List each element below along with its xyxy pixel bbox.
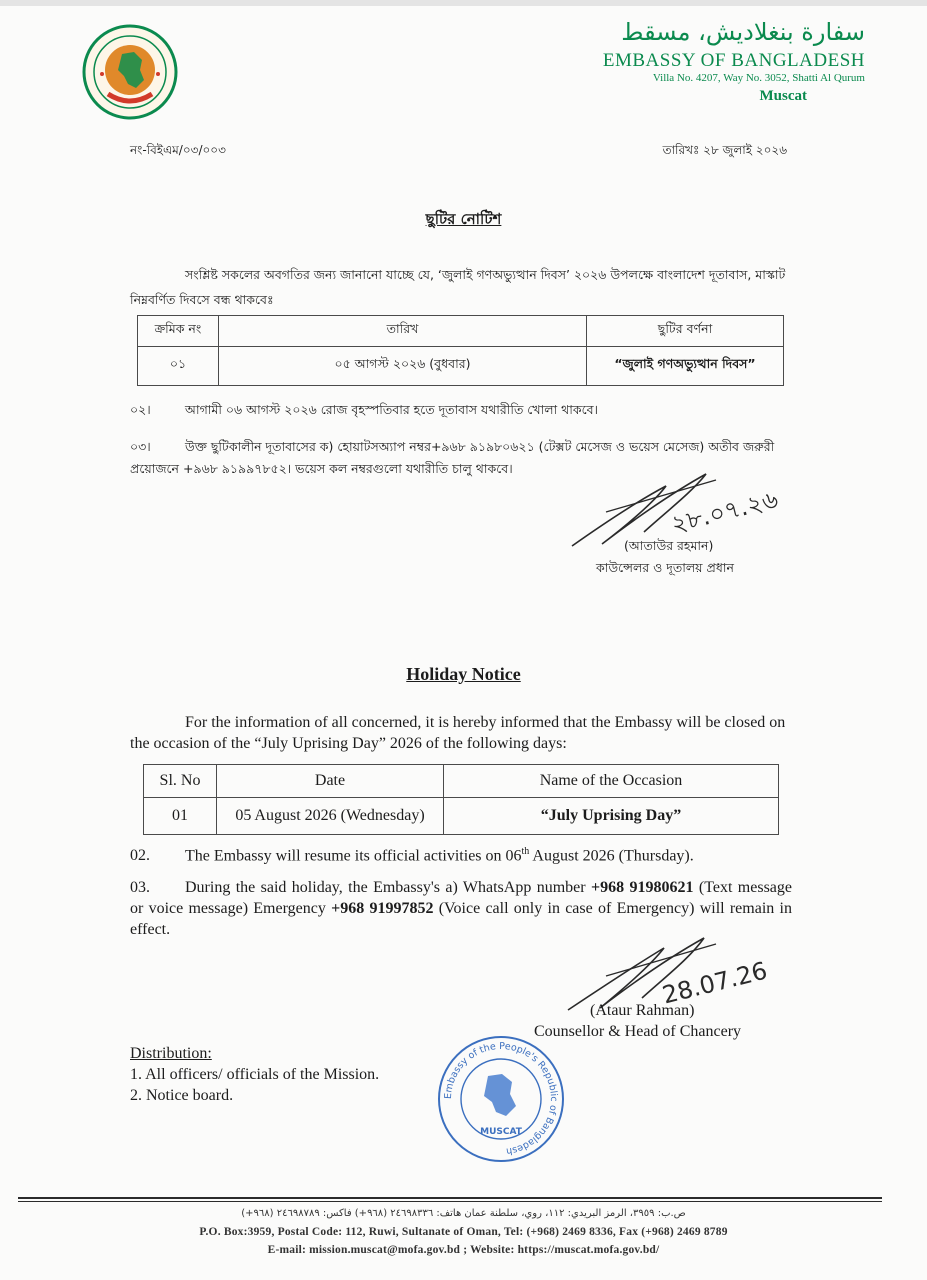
paragraph-text: উক্ত ছুটিকালীন দূতাবাসের ক) হোয়াটসঅ্যাপ নম্বর+৯৬৮ ৯১৯৮০৬২১ (টেক্সট মেসেজ ও ভয়েস মেসেজ) অতীব জরুরী প্রয়োজনে +৯৬৮ ৯১৯৯৭৮৫২। ভয়েস কল নম্বরগুলো যথারীতি চালু থাকবে। bbox=[130, 439, 775, 476]
embassy-city: Muscat bbox=[759, 88, 807, 104]
table-cell: 01 bbox=[144, 798, 217, 835]
emergency-number: +968 91997852 bbox=[331, 900, 434, 917]
paragraph-text: আগামী ০৬ আগস্ট ২০২৬ রোজ বৃহস্পতিবার হতে দূতাবাস যথারীতি খোলা থাকবে। bbox=[185, 402, 599, 417]
bengali-signatory-title: কাউন্সেলর ও দূতালয় প্রধান bbox=[596, 560, 734, 575]
reference-number: নং-বিইএম/০৩/০০৩ bbox=[130, 143, 226, 157]
table-header: ছুটির বর্ণনা bbox=[587, 316, 784, 347]
bengali-paragraph-2 bbox=[130, 402, 790, 422]
signature-date: ২৮.০৭.২৬ bbox=[668, 485, 781, 539]
distribution-item: 1. All officers/ officials of the Mission. bbox=[130, 1066, 380, 1083]
table-cell: ০১ bbox=[138, 347, 219, 386]
english-paragraph-2 bbox=[130, 846, 792, 865]
government-seal-icon bbox=[82, 24, 178, 120]
bengali-holiday-table bbox=[137, 315, 784, 386]
bengali-signatory-name: (আতাউর রহমান) bbox=[624, 538, 714, 553]
paragraph-text: The Embassy will resume its official activities on 06 bbox=[185, 847, 522, 865]
distribution-item: 2. Notice board. bbox=[130, 1087, 234, 1104]
signature-date: 28.07.26 bbox=[659, 956, 771, 1010]
paragraph-text: August 2026 (Thursday). bbox=[529, 847, 694, 865]
footer-contact: E-mail: mission.muscat@mofa.gov.bd ; Website: https://muscat.mofa.gov.bd/ bbox=[267, 1244, 660, 1256]
footer-divider bbox=[18, 1201, 882, 1202]
table-header: Name of the Occasion bbox=[444, 765, 779, 798]
english-holiday-table bbox=[143, 764, 779, 835]
paragraph-number: ০২। bbox=[130, 402, 151, 417]
bengali-intro: সংশ্লিষ্ট সকলের অবগতির জন্য জানানো যাচ্ছে যে, ‘জুলাই গণঅভ্যুত্থান দিবস’ ২০২৬ উপলক্ষে বাংলাদেশ দূতাবাস, মাস্কাট নিম্নবর্ণিত দিবসে বন্ধ থাকবেঃ bbox=[130, 267, 786, 307]
notice-date: তারিখঃ ২৮ জুলাই ২০২৬ bbox=[662, 143, 787, 157]
english-title: Holiday Notice bbox=[406, 664, 521, 684]
paragraph-number: 02. bbox=[130, 847, 150, 865]
paragraph-text: (Voice call only in case of Emergency) will remain in effect. bbox=[130, 900, 792, 938]
table-header: ক্রমিক নং bbox=[138, 316, 219, 347]
seal-city: MUSCAT bbox=[480, 1127, 522, 1137]
table-header: Sl. No bbox=[144, 765, 217, 798]
table-cell: ০৫ আগস্ট ২০২৬ (বুধবার) bbox=[219, 347, 587, 386]
embassy-address: Villa No. 4207, Way No. 3052, Shatti Al Qurum bbox=[652, 72, 865, 84]
english-signatory-title: Counsellor & Head of Chancery bbox=[534, 1023, 742, 1040]
signature-bengali bbox=[566, 452, 816, 552]
table-cell: “July Uprising Day” bbox=[444, 798, 779, 835]
table-header: তারিখ bbox=[219, 316, 587, 347]
footer-address: P.O. Box:3959, Postal Code: 112, Ruwi, Sultanate of Oman, Tel: (+968) 2469 8336, Fax (+968) 2469 8789 bbox=[199, 1226, 728, 1238]
paragraph-number: 03. bbox=[130, 879, 150, 896]
paragraph-text: During the said holiday, the Embassy's a) WhatsApp number bbox=[185, 879, 591, 896]
table-cell: 05 August 2026 (Wednesday) bbox=[217, 798, 444, 835]
whatsapp-number: +968 91980621 bbox=[590, 879, 694, 896]
english-intro: For the information of all concerned, it is hereby informed that the Embassy will be closed on the occasion of the “July Uprising Day” 2026 of the following days: bbox=[130, 714, 786, 752]
embassy-name: EMBASSY OF BANGLADESH bbox=[602, 50, 865, 71]
paragraph-number: ০৩। bbox=[130, 439, 151, 454]
footer-arabic-address: ص.ب: ٣٩٥٩، الرمز البريدي: ١١٢، روي، سلطنة عمان هاتف: ٢٤٦٩٨٣٣٦ (٩٦٨+) فاكس: ٢٤٦٩٨٧٨٩ (٩٦٨+) bbox=[241, 1208, 686, 1219]
table-header: Date bbox=[217, 765, 444, 798]
footer-divider bbox=[18, 1197, 882, 1199]
ordinal-suffix: th bbox=[521, 846, 530, 857]
paragraph-text: (Text message or voice message) Emergency bbox=[130, 879, 792, 917]
english-signatory-name: (Ataur Rahman) bbox=[590, 1002, 695, 1019]
table-cell: “জুলাই গণঅভ্যুত্থান দিবস” bbox=[587, 347, 784, 386]
bengali-title: ছুটির নোটিশ bbox=[425, 210, 502, 228]
embassy-stamp-icon bbox=[436, 1034, 566, 1164]
distribution-heading: Distribution: bbox=[130, 1045, 212, 1062]
embassy-arabic-name: سفارة بنغلاديش، مسقط bbox=[621, 18, 865, 46]
top-band bbox=[0, 0, 927, 6]
seal-ring-text: Embassy of the People's Republic of Bangladesh bbox=[442, 1040, 560, 1157]
